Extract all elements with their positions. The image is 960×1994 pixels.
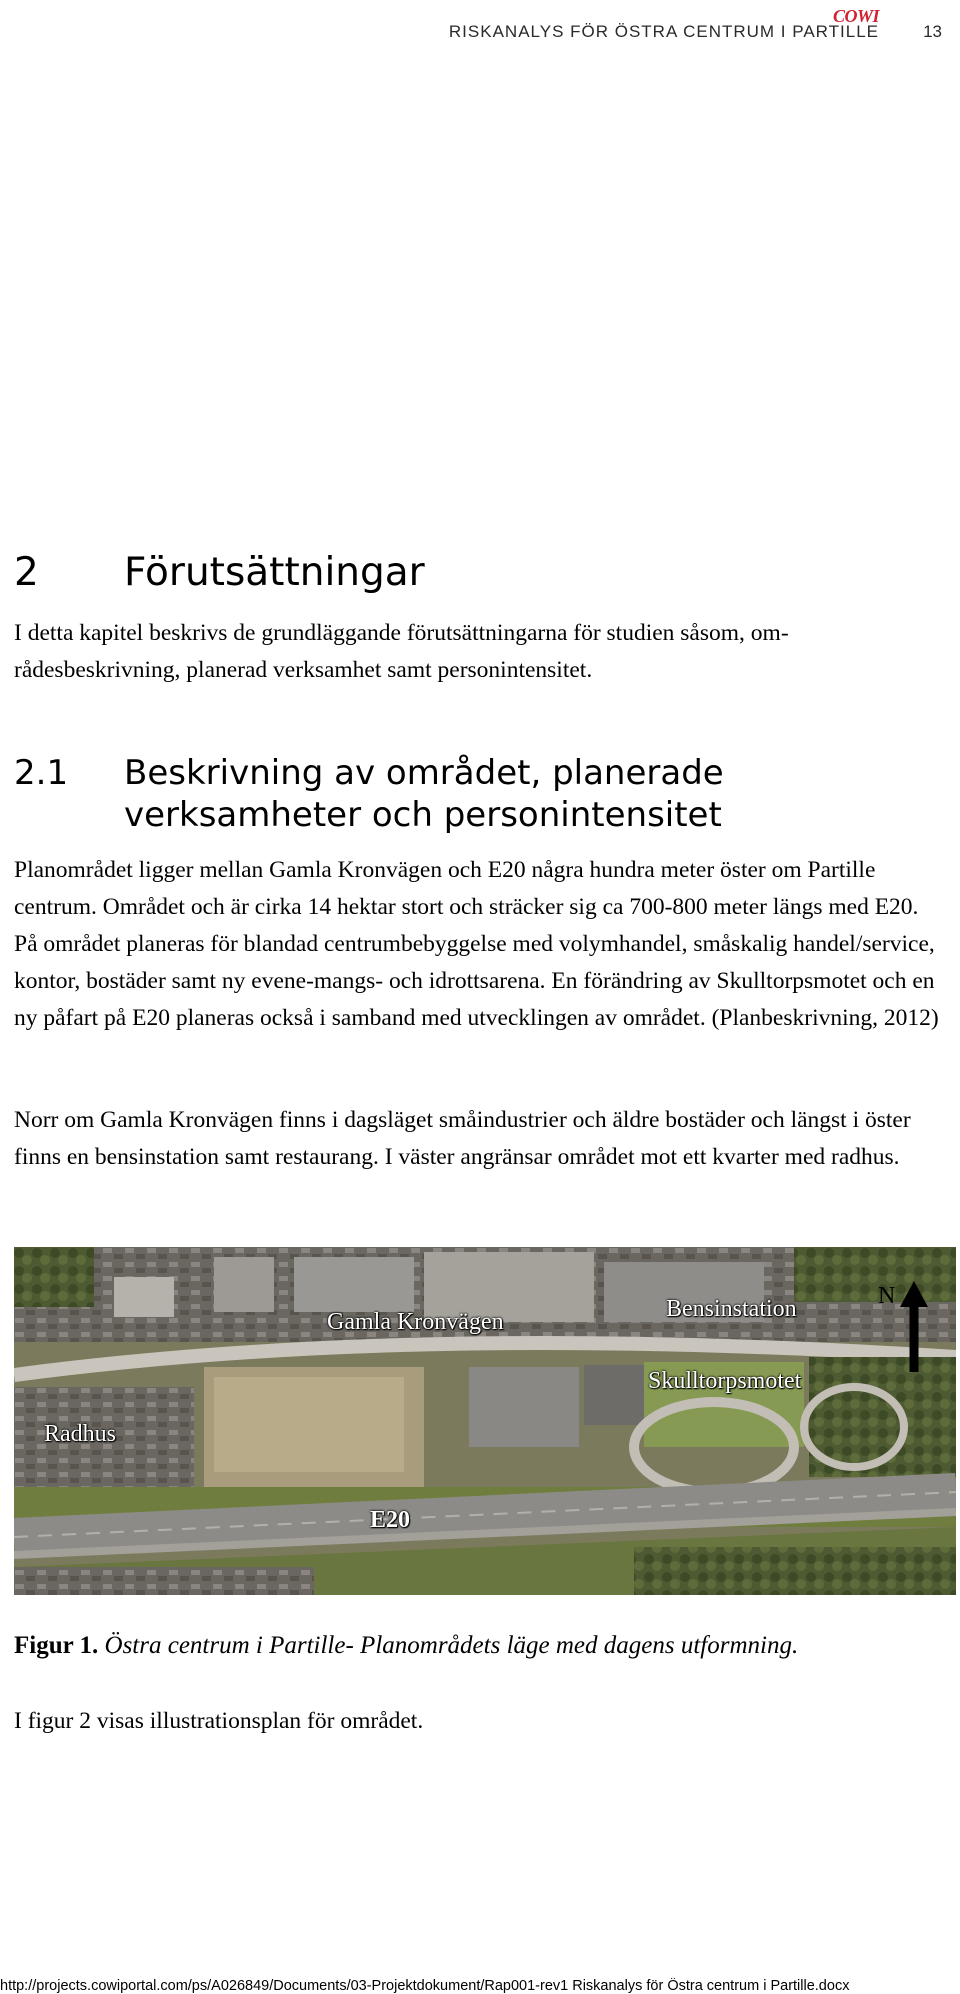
section-intro: I detta kapitel beskrivs de grundläggande förutsättningarna för studien såsom, om-rådesbeskrivning, planerad verksamhet samt personintensitet. <box>14 620 789 683</box>
subsection-heading <box>14 752 724 836</box>
page-header <box>0 6 942 50</box>
label-skulltorpsmotet: Skulltorpsmotet <box>648 1368 802 1394</box>
caption-text: Östra centrum i Partille- Planområdets läge med dagens utformning. <box>104 1632 799 1659</box>
header-title: RISKANALYS FÖR ÖSTRA CENTRUM I PARTILLE <box>448 22 879 41</box>
subsection-title-line2: verksamheter och personintensitet <box>124 795 722 835</box>
paragraph-2: Norr om Gamla Kronvägen finns i dagsläget småindustrier och äldre bostäder och längst i öster finns en bensinstation samt restaurang. I väster angränsar området mot ett kvarter med radhus. <box>14 1107 911 1170</box>
section-title: Förutsättningar <box>124 550 425 595</box>
caption-head: Figur 1. <box>14 1632 99 1659</box>
section-number: 2 <box>14 550 39 595</box>
label-radhus: Radhus <box>44 1421 116 1447</box>
aerial-photo-drawing <box>14 1247 956 1595</box>
after-figure-text: I figur 2 visas illustrationsplan för området. <box>14 1708 424 1734</box>
page-number: 13 <box>923 22 942 41</box>
section-heading <box>14 550 425 595</box>
page-footer-url: http://projects.cowiportal.com/ps/A026849/Documents/03-Projektdokument/Rap001-rev1 Riskanalys för Östra centrum i Partille.docx <box>0 1978 850 1994</box>
subsection-title-line1: Beskrivning av området, planerade <box>124 753 724 793</box>
label-gamla-kronvagen: Gamla Kronvägen <box>327 1309 504 1335</box>
label-north: N <box>878 1283 896 1309</box>
cowi-logo: COWI <box>832 6 879 26</box>
subsection-number: 2.1 <box>14 753 69 793</box>
paragraph-1: Planområdet ligger mellan Gamla Kronvägen och E20 några hundra meter öster om Partille centrum. Området och är cirka 14 hektar stort och sträcker sig ca 700-800 meter längs med E20. På området planeras för blandad centrumbebyggelse med volymhandel, småskalig handel/service, kontor, bostäder samt ny evene-mangs- och idrottsarena. En förändring av Skulltorpsmotet och en ny påfart på E20 planeras också i samband med utvecklingen av området. (Planbeskrivning, 2012) <box>14 857 939 1031</box>
figure-caption <box>14 1632 798 1660</box>
label-bensinstation: Bensinstation <box>666 1296 797 1322</box>
aerial-photo <box>14 1247 956 1595</box>
label-e20: E20 <box>370 1507 411 1533</box>
